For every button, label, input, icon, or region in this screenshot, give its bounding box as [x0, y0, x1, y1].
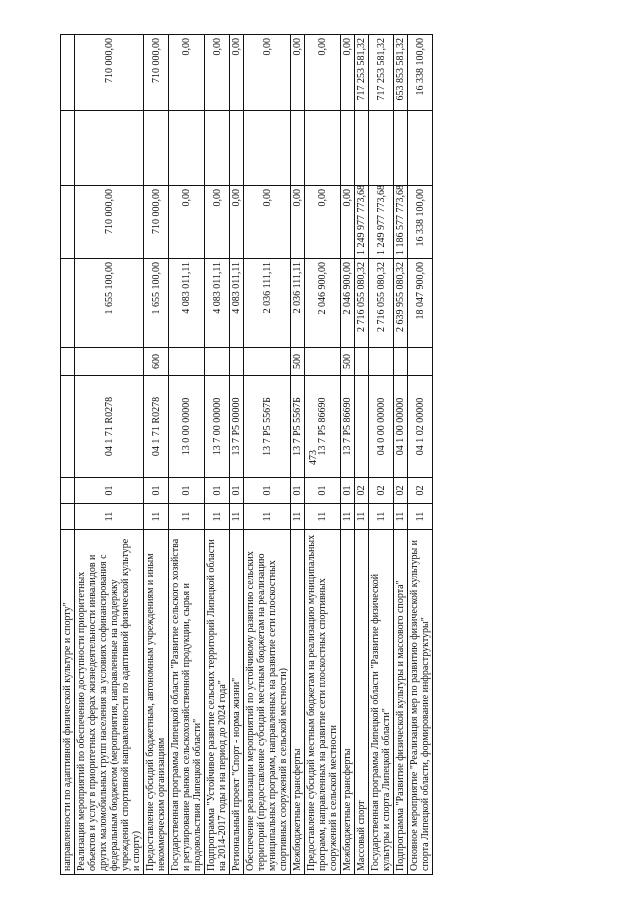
- amount-2: 0,00: [244, 186, 291, 259]
- target-article-code: [61, 376, 75, 478]
- amount-3: [305, 111, 341, 186]
- expense-type-code: [75, 348, 144, 376]
- row-name: Межбюджетные трансферты: [341, 530, 355, 875]
- subsection-code: 01: [244, 478, 291, 504]
- row-name: Основное мероприятие "Реализация мер по развитию физической культуры и спорта Липецкой области, формирование инфраструктуры": [408, 530, 433, 875]
- amount-1: 2 036 111,11: [244, 259, 291, 348]
- amount-1: [61, 259, 75, 348]
- subsection-code: 01: [230, 478, 244, 504]
- table-row: [394, 35, 408, 875]
- subsection-code: 02: [355, 478, 369, 504]
- target-article-code: 04 0 00 00000: [369, 376, 394, 478]
- amount-1: 2 036 111,11: [291, 259, 305, 348]
- section-code: [61, 504, 75, 530]
- amount-4: 0,00: [244, 35, 291, 111]
- subsection-code: 01: [205, 478, 230, 504]
- amount-1: 2 046 900,00: [341, 259, 355, 348]
- subsection-code: 01: [144, 478, 169, 504]
- table-row: [61, 35, 75, 875]
- amount-2: 710 000,00: [144, 186, 169, 259]
- expense-type-code: 500: [291, 348, 305, 376]
- section-code: 11: [355, 504, 369, 530]
- amount-3: [341, 111, 355, 186]
- amount-2: 0,00: [230, 186, 244, 259]
- section-code: 11: [369, 504, 394, 530]
- table-row: [205, 35, 230, 875]
- subsection-code: 01: [75, 478, 144, 504]
- expense-type-code: [355, 348, 369, 376]
- subsection-code: 02: [408, 478, 433, 504]
- table-row: [355, 35, 369, 875]
- amount-3: [144, 111, 169, 186]
- amount-1: 1 655 100,00: [75, 259, 144, 348]
- amount-4: 0,00: [169, 35, 205, 111]
- table-row: [291, 35, 305, 875]
- target-article-code: 13 7 00 00000: [205, 376, 230, 478]
- budget-table: [60, 34, 433, 875]
- expense-type-code: [61, 348, 75, 376]
- subsection-code: 02: [369, 478, 394, 504]
- section-code: 11: [341, 504, 355, 530]
- amount-4: 717 253 581,32: [369, 35, 394, 111]
- amount-2: 0,00: [291, 186, 305, 259]
- amount-4: 0,00: [305, 35, 341, 111]
- amount-1: 4 083 011,11: [205, 259, 230, 348]
- amount-2: 0,00: [205, 186, 230, 259]
- amount-4: 16 338 100,00: [408, 35, 433, 111]
- table-row: [244, 35, 291, 875]
- expense-type-code: [369, 348, 394, 376]
- amount-1: 4 083 011,11: [169, 259, 205, 348]
- amount-3: [244, 111, 291, 186]
- target-article-code: [355, 376, 369, 478]
- table-row: [305, 35, 341, 875]
- row-name: Региональный проект "Спорт - норма жизни": [230, 530, 244, 875]
- target-article-code: 13 7 P5 5567Б: [244, 376, 291, 478]
- amount-4: 0,00: [341, 35, 355, 111]
- target-article-code: 13 7 P5 86690: [341, 376, 355, 478]
- row-name: Предоставление субсидий бюджетным, автономным учреждениям и иным некоммерческим организациям: [144, 530, 169, 875]
- row-name: Государственная программа Липецкой области "Развитие сельского хозяйства и регулирование рынков сельскохозяйственной продукции, сырья и продовольствия Липецкой области": [169, 530, 205, 875]
- amount-2: 0,00: [341, 186, 355, 259]
- section-code: 11: [205, 504, 230, 530]
- expense-type-code: [205, 348, 230, 376]
- subsection-code: 01: [305, 478, 341, 504]
- target-article-code: 13 0 00 00000: [169, 376, 205, 478]
- amount-4: [61, 35, 75, 111]
- amount-1: 2 046 900,00: [305, 259, 341, 348]
- expense-type-code: [305, 348, 341, 376]
- amount-3: [355, 111, 369, 186]
- amount-3: [230, 111, 244, 186]
- expense-type-code: 500: [341, 348, 355, 376]
- table-row: [230, 35, 244, 875]
- expense-type-code: [244, 348, 291, 376]
- section-code: 11: [305, 504, 341, 530]
- amount-2: 1 249 977 773,68: [355, 186, 369, 259]
- target-article-code: 04 1 02 00000: [408, 376, 433, 478]
- expense-type-code: 600: [144, 348, 169, 376]
- row-name: Подпрограмма "Устойчивое развитие сельских территорий Липецкой области на 2014-2017 годы и на период до 2024 года": [205, 530, 230, 875]
- row-name: Государственная программа Липецкой области "Развитие физической культуры и спорта Липецкой области": [369, 530, 394, 875]
- expense-type-code: [169, 348, 205, 376]
- amount-1: 2 716 055 080,32: [355, 259, 369, 348]
- expense-type-code: [408, 348, 433, 376]
- amount-2: [61, 186, 75, 259]
- section-code: 11: [230, 504, 244, 530]
- table-row: [169, 35, 205, 875]
- row-name: Межбюджетные трансферты: [291, 530, 305, 875]
- table-row: [369, 35, 394, 875]
- target-article-code: 13 7 P5 00000: [230, 376, 244, 478]
- section-code: 11: [169, 504, 205, 530]
- table-row: [341, 35, 355, 875]
- row-name: Реализация мероприятий по обеспечению доступности приоритетных объектов и услуг в приоритетных сферах жизнедеятельности инвалидов и других маломобильных групп населения за условиях софинансирования с федеральным бюджетом (мероприятия, направленные на поддержку учреждений спортивной направленности по адаптивной физической культуре и спорту): [75, 530, 144, 875]
- section-code: 11: [144, 504, 169, 530]
- amount-4: 0,00: [291, 35, 305, 111]
- amount-2: 16 338 100,00: [408, 186, 433, 259]
- amount-4: 717 253 581,32: [355, 35, 369, 111]
- subsection-code: [61, 478, 75, 504]
- target-article-code: 13 7 P5 5567Б: [291, 376, 305, 478]
- table-body: [61, 35, 433, 875]
- amount-3: [61, 111, 75, 186]
- amount-3: [369, 111, 394, 186]
- subsection-code: 01: [169, 478, 205, 504]
- amount-4: 653 853 581,32: [394, 35, 408, 111]
- row-name: Массовый спорт: [355, 530, 369, 875]
- amount-4: 710 000,00: [75, 35, 144, 111]
- amount-4: 710 000,00: [144, 35, 169, 111]
- row-name: Предоставление субсидий местным бюджетам на реализацию муниципальных программ, направленных на развитие сети плоскостных спортивных сооружений в сельской местности: [305, 530, 341, 875]
- amount-3: [408, 111, 433, 186]
- amount-1: 1 655 100,00: [144, 259, 169, 348]
- page-number: 473: [308, 450, 319, 465]
- amount-2: 0,00: [305, 186, 341, 259]
- amount-3: [75, 111, 144, 186]
- section-code: 11: [408, 504, 433, 530]
- table-row: [408, 35, 433, 875]
- section-code: 11: [244, 504, 291, 530]
- section-code: 11: [75, 504, 144, 530]
- table-row: [75, 35, 144, 875]
- expense-type-code: [230, 348, 244, 376]
- amount-2: 1 249 977 773,68: [369, 186, 394, 259]
- amount-4: 0,00: [205, 35, 230, 111]
- amount-2: 710 000,00: [75, 186, 144, 259]
- expense-type-code: [394, 348, 408, 376]
- amount-1: 2 716 055 080,32: [369, 259, 394, 348]
- subsection-code: 01: [341, 478, 355, 504]
- amount-3: [291, 111, 305, 186]
- amount-3: [205, 111, 230, 186]
- target-article-code: 04 1 00 00000: [394, 376, 408, 478]
- amount-2: 0,00: [169, 186, 205, 259]
- target-article-code: 04 1 71 R0278: [144, 376, 169, 478]
- row-name: Обеспечение реализации мероприятий по устойчивому развитию сельских территорий (предоставление субсидий местным бюджетам на реализацию муниципальных программ, направленных на развитие сети плоскостных спортивных сооружений в сельской местности): [244, 530, 291, 875]
- table-row: [144, 35, 169, 875]
- rotated-budget-table-container: [60, 35, 585, 875]
- target-article-code: 04 1 71 R0278: [75, 376, 144, 478]
- target-article-code: 13 7 P5 86690: [305, 376, 341, 478]
- amount-1: 2 639 955 080,32: [394, 259, 408, 348]
- section-code: 11: [291, 504, 305, 530]
- amount-1: 4 083 011,11: [230, 259, 244, 348]
- amount-2: 1 186 577 773,68: [394, 186, 408, 259]
- row-name: направленности по адаптивной физической культуре и спорту": [61, 530, 75, 875]
- subsection-code: 01: [291, 478, 305, 504]
- subsection-code: 02: [394, 478, 408, 504]
- section-code: 11: [394, 504, 408, 530]
- amount-3: [169, 111, 205, 186]
- amount-4: 0,00: [230, 35, 244, 111]
- amount-3: [394, 111, 408, 186]
- amount-1: 18 047 900,00: [408, 259, 433, 348]
- row-name: Подпрограмма "Развитие физической культуры и массового спорта": [394, 530, 408, 875]
